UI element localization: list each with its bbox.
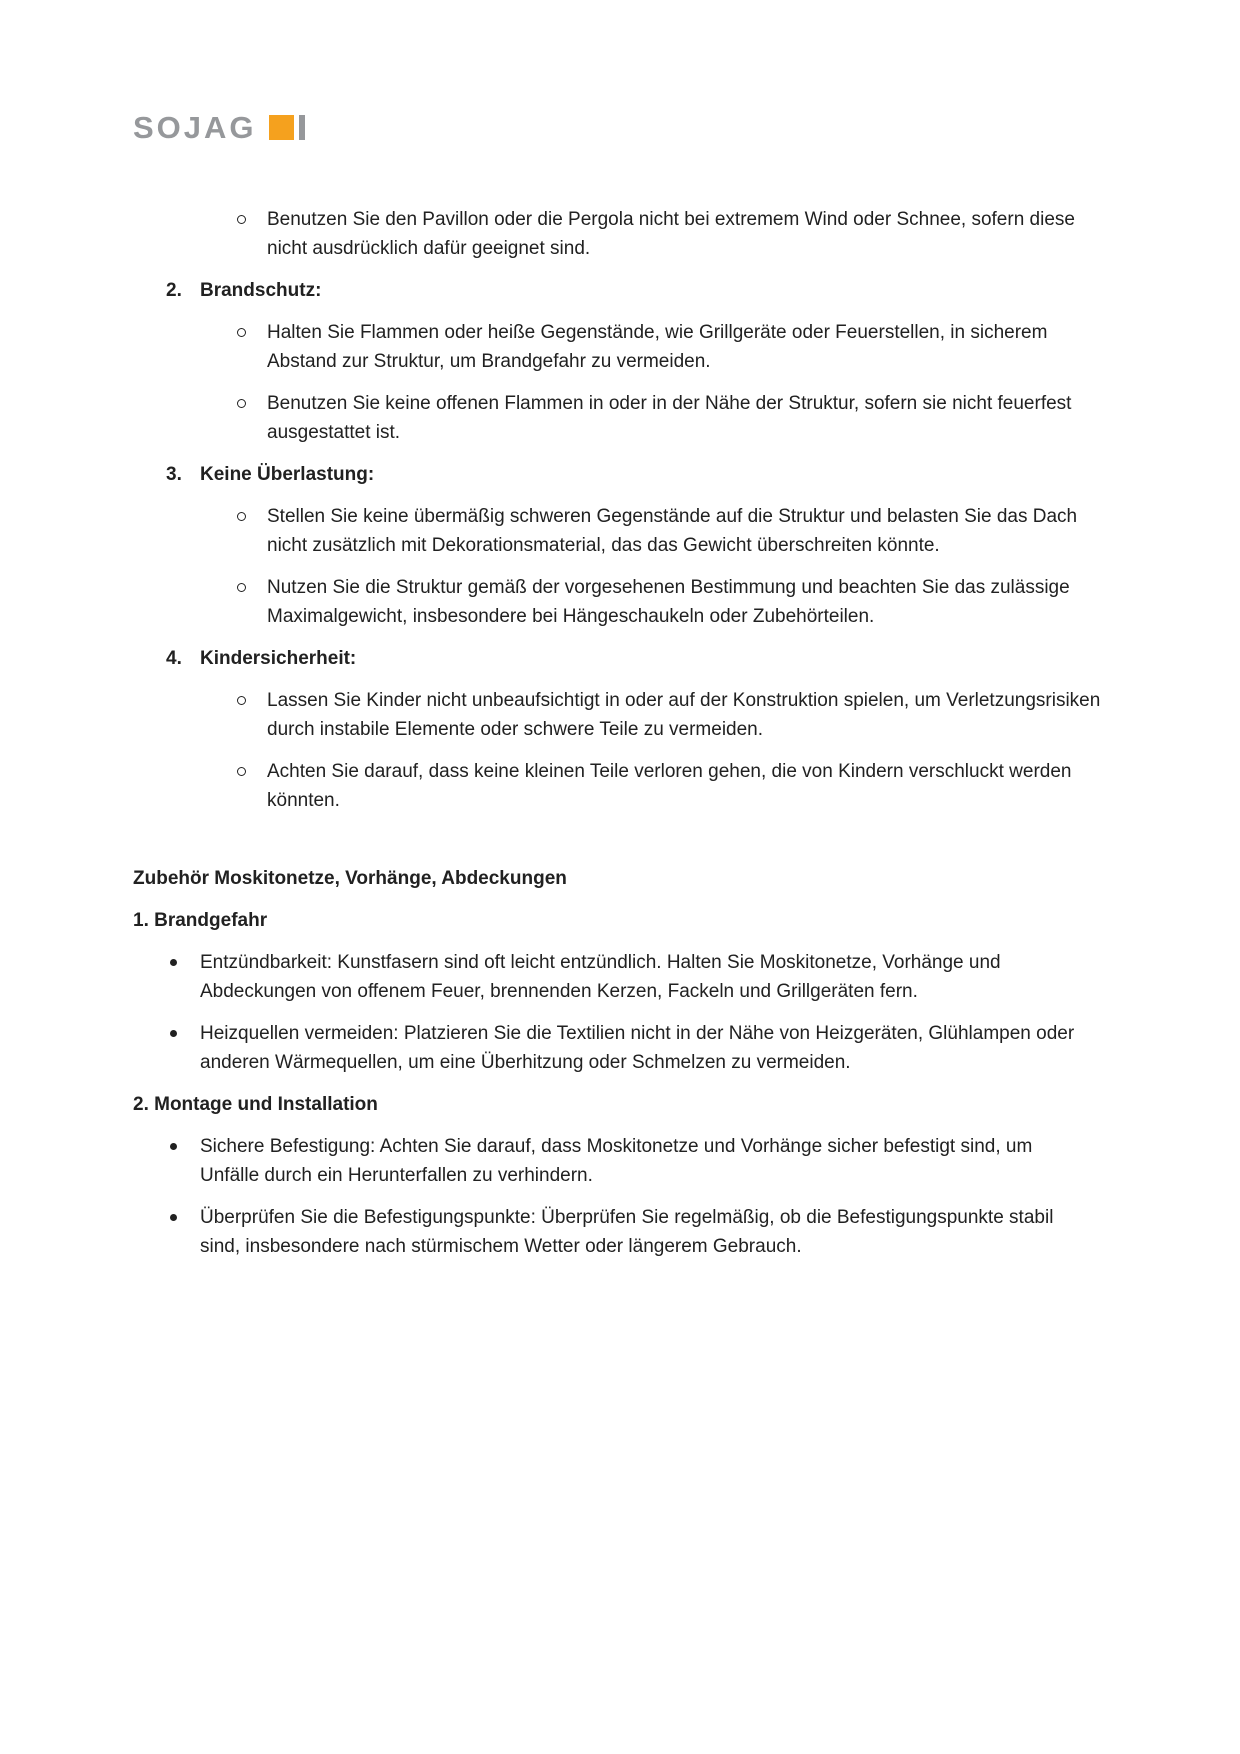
list-item: [237, 318, 1120, 376]
heading-number: 3.: [166, 464, 182, 485]
heading-label: Keine Überlastung:: [200, 464, 375, 485]
bullet-text: Halten Sie Flammen oder heiße Gegenstände, wie Grillgeräte oder Feuerstellen, in sicherem Abstand zur Struktur, um Brandgefahr zu vermeiden.: [267, 322, 1048, 372]
bullet-text: Heizquellen vermeiden: Platzieren Sie die Textilien nicht in der Nähe von Heizgeräten, Glühlampen oder anderen Wärmequellen, um eine Überhitzung oder Schmelzen zu vermeiden.: [200, 1023, 1075, 1073]
bullet-text: Lassen Sie Kinder nicht unbeaufsichtigt in oder auf der Konstruktion spielen, um Verletzungsrisiken durch instabile Elemente oder schwere Teile zu vermeiden.: [267, 690, 1101, 740]
list-item: [237, 573, 1120, 631]
circle-bullet-icon: [237, 215, 246, 224]
bullet-marker-cell: [237, 502, 267, 560]
sub-heading-brandgefahr: 1. Brandgefahr: [133, 910, 268, 931]
list-item: [237, 502, 1120, 560]
bullet-text: Sichere Befestigung: Achten Sie darauf, dass Moskitonetze und Vorhänge sicher befestigt sind, um Unfälle durch ein Herunterfallen zu verhindern.: [200, 1136, 1033, 1186]
logo-bar-icon: [299, 115, 305, 140]
bullet-text: Benutzen Sie keine offenen Flammen in oder in der Nähe der Struktur, sofern sie nicht feuerfest ausgestattet ist.: [267, 393, 1072, 443]
numbered-heading-ueberlastung: [166, 460, 1120, 489]
heading-number: 2.: [166, 280, 182, 301]
list-item: [237, 686, 1120, 744]
bullet-marker-cell: [237, 205, 267, 263]
circle-bullet-icon: [237, 399, 246, 408]
bullet-marker-cell: [237, 573, 267, 631]
heading-label: Brandschutz:: [200, 280, 322, 301]
bullet-text: Benutzen Sie den Pavillon oder die Pergola nicht bei extremem Wind oder Schnee, sofern diese nicht ausdrücklich dafür geeignet sind.: [267, 209, 1075, 259]
list-item: [170, 1019, 1120, 1077]
bullet-marker-cell: [237, 318, 267, 376]
list-item: [170, 948, 1120, 1006]
list-item: [237, 205, 1120, 263]
logo-orange-square-icon: [269, 115, 294, 140]
disc-bullet-icon: [170, 1030, 177, 1037]
section-heading-zubehoer: Zubehör Moskitonetze, Vorhänge, Abdeckungen: [133, 868, 567, 889]
heading-number: 4.: [166, 648, 182, 669]
bullet-marker-cell: [237, 757, 267, 815]
list-item: [170, 1203, 1120, 1261]
circle-bullet-icon: [237, 512, 246, 521]
bullet-text: Stellen Sie keine übermäßig schweren Gegenstände auf die Struktur und belasten Sie das Dach nicht zusätzlich mit Dekorationsmaterial, das das Gewicht überschreiten könnte.: [267, 506, 1078, 556]
heading-label: Kindersicherheit:: [200, 648, 357, 669]
circle-bullet-icon: [237, 328, 246, 337]
document-body: [133, 205, 1120, 1261]
bullet-marker-cell: [170, 948, 200, 1006]
bullet-text: Achten Sie darauf, dass keine kleinen Teile verloren gehen, die von Kindern verschluckt werden könnten.: [267, 761, 1072, 811]
bullet-text: Entzündbarkeit: Kunstfasern sind oft leicht entzündlich. Halten Sie Moskitonetze, Vorhänge und Abdeckungen von offenem Feuer, brennenden Kerzen, Fackeln und Grillgeräten fern.: [200, 952, 1001, 1002]
bullet-text: Nutzen Sie die Struktur gemäß der vorgesehenen Bestimmung und beachten Sie das zulässige Maximalgewicht, insbesondere bei Hängeschaukeln oder Zubehörteilen.: [267, 577, 1070, 627]
disc-bullet-icon: [170, 959, 177, 966]
bullet-marker-cell: [237, 389, 267, 447]
list-item: [237, 389, 1120, 447]
circle-bullet-icon: [237, 583, 246, 592]
bullet-text: Überprüfen Sie die Befestigungspunkte: Überprüfen Sie regelmäßig, ob die Befestigungspunkte stabil sind, insbesondere nach stürmischem Wetter oder längerem Gebrauch.: [200, 1207, 1054, 1257]
logo-text: SOJAG: [133, 110, 257, 145]
numbered-heading-kindersicherheit: [166, 644, 1120, 673]
disc-bullet-icon: [170, 1143, 177, 1150]
numbered-heading-brandschutz: [166, 276, 1120, 305]
sub-heading-montage: 2. Montage und Installation: [133, 1094, 378, 1115]
bullet-marker-cell: [170, 1203, 200, 1261]
bullet-marker-cell: [170, 1019, 200, 1077]
list-item: [170, 1132, 1120, 1190]
bullet-marker-cell: [237, 686, 267, 744]
logo: [133, 112, 1120, 143]
disc-bullet-icon: [170, 1214, 177, 1221]
list-item: [237, 757, 1120, 815]
circle-bullet-icon: [237, 696, 246, 705]
bullet-marker-cell: [170, 1132, 200, 1190]
circle-bullet-icon: [237, 767, 246, 776]
